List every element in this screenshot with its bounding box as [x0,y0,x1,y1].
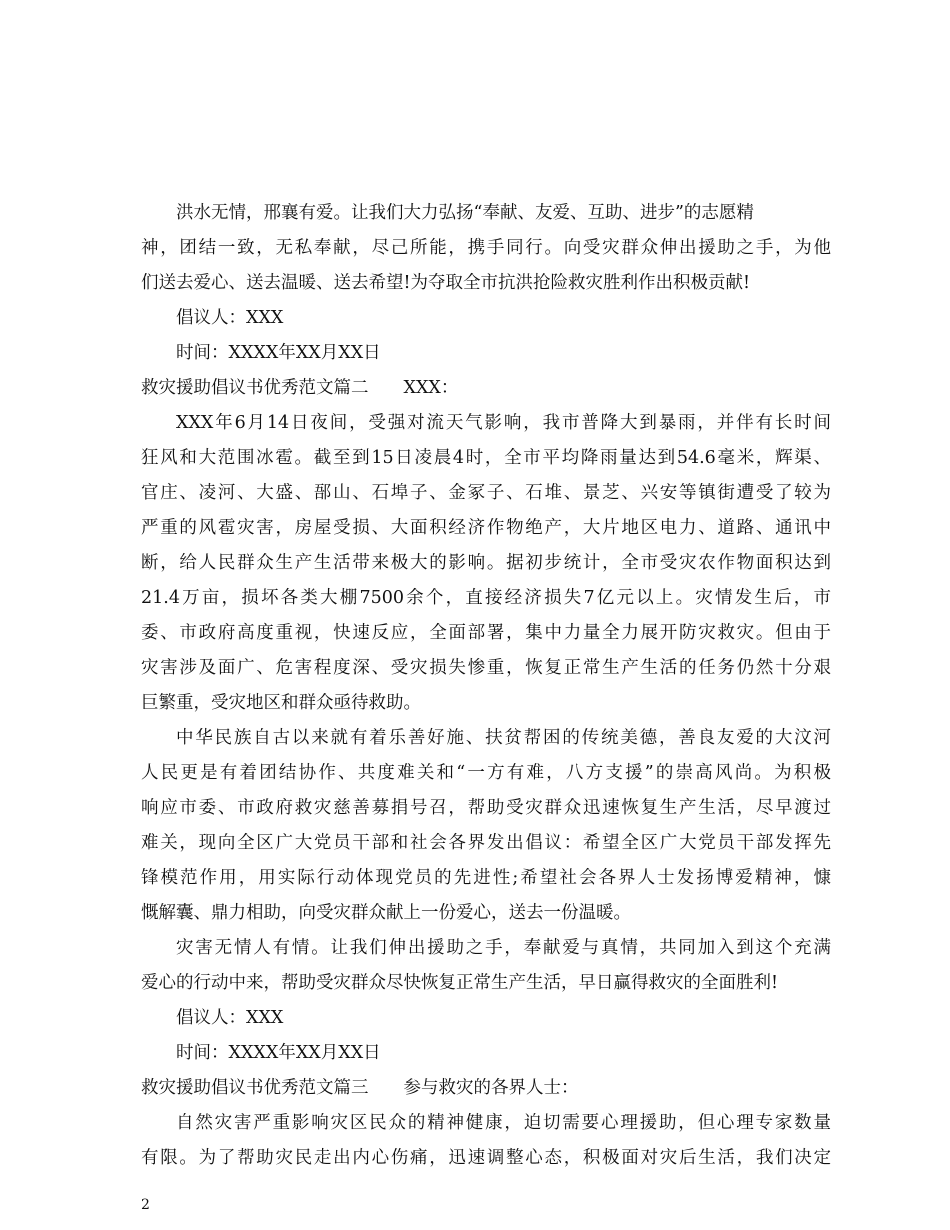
paragraph-line: 委、市政府高度重视，快速反应，全面部署，集中力量全力展开防灾救灾。但由于 [141,623,831,643]
paragraph-line: 官庄、凌河、大盛、郚山、石埠子、金冢子、石堆、景芝、兴安等镇街遭受了较为 [141,483,831,503]
date-line: 时间：XXXX年XX月XX日 [176,343,381,363]
paragraph-line: 有限。为了帮助灾民走出内心伤痛，迅速调整心态，积极面对灾后生活，我们决定 [141,1148,831,1168]
section-heading: 救灾援助倡议书优秀范文篇二 XXX： [141,378,459,398]
paragraph-line: 慨解囊、鼎力相助，向受灾群众献上一份爱心，送去一份温暖。 [141,903,631,923]
paragraph-line: 中华民族自古以来就有着乐善好施、扶贫帮困的传统美德，善良友爱的大汶河 [176,728,831,748]
paragraph-line: 狂风和大范围冰雹。截至到15日凌晨4时，全市平均降雨量达到54.6毫米，辉渠、 [141,448,831,468]
paragraph-line: 自然灾害严重影响灾区民众的精神健康，迫切需要心理援助，但心理专家数量 [176,1113,831,1133]
paragraph-line: 爱心的行动中来，帮助受灾群众尽快恢复正常生产生活，早日赢得救灾的全面胜利! [141,973,779,993]
section-heading: 救灾援助倡议书优秀范文篇三 参与救灾的各界人士： [141,1078,579,1098]
paragraph-line: 们送去爱心、送去温暖、送去希望!为夺取全市抗洪抢险救灾胜利作出积极贡献! [141,273,751,293]
paragraph-line: 洪水无情，邢襄有爱。让我们大力弘扬“奉献、友爱、互助、进步”的志愿精 [176,203,754,223]
paragraph-line: XXX年6月14日夜间，受强对流天气影响，我市普降大到暴雨，并伴有长时间 [176,413,831,433]
paragraph-line: 21.4万亩，损坏各类大棚7500余个，直接经济损失7亿元以上。灾情发生后，市 [141,588,831,608]
paragraph-line: 神，团结一致，无私奉献，尽己所能，携手同行。向受灾群众伸出援助之手，为他 [141,238,831,258]
paragraph-line: 断，给人民群众生产生活带来极大的影响。据初步统计，全市受灾农作物面积达到 [141,553,831,573]
paragraph-line: 难关，现向全区广大党员干部和社会各界发出倡议：希望全区广大党员干部发挥先 [141,833,831,853]
paragraph-line: 人民更是有着团结协作、共度难关和“一方有难，八方支援”的崇高风尚。为积极 [141,763,831,783]
paragraph-line: 严重的风雹灾害，房屋受损、大面积经济作物绝产，大片地区电力、道路、通讯中 [141,518,831,538]
paragraph-line: 灾害涉及面广、危害程度深、受灾损失惨重，恢复正常生产生活的任务仍然十分艰 [141,658,831,678]
date-line: 时间：XXXX年XX月XX日 [176,1043,381,1063]
paragraph-line: 响应市委、市政府救灾慈善募捐号召，帮助受灾群众迅速恢复生产生活，尽早渡过 [141,798,831,818]
paragraph-line: 锋模范作用，用实际行动体现党员的先进性;希望社会各界人士发扬博爱精神，慷 [141,868,831,888]
paragraph-line: 巨繁重，受灾地区和群众亟待救助。 [141,693,421,713]
page-number: 2 [141,1197,150,1213]
signatory-line: 倡议人：XXX [176,1008,284,1028]
paragraph-line: 灾害无情人有情。让我们伸出援助之手，奉献爱与真情，共同加入到这个充满 [176,938,831,958]
signatory-line: 倡议人：XXX [176,308,284,328]
